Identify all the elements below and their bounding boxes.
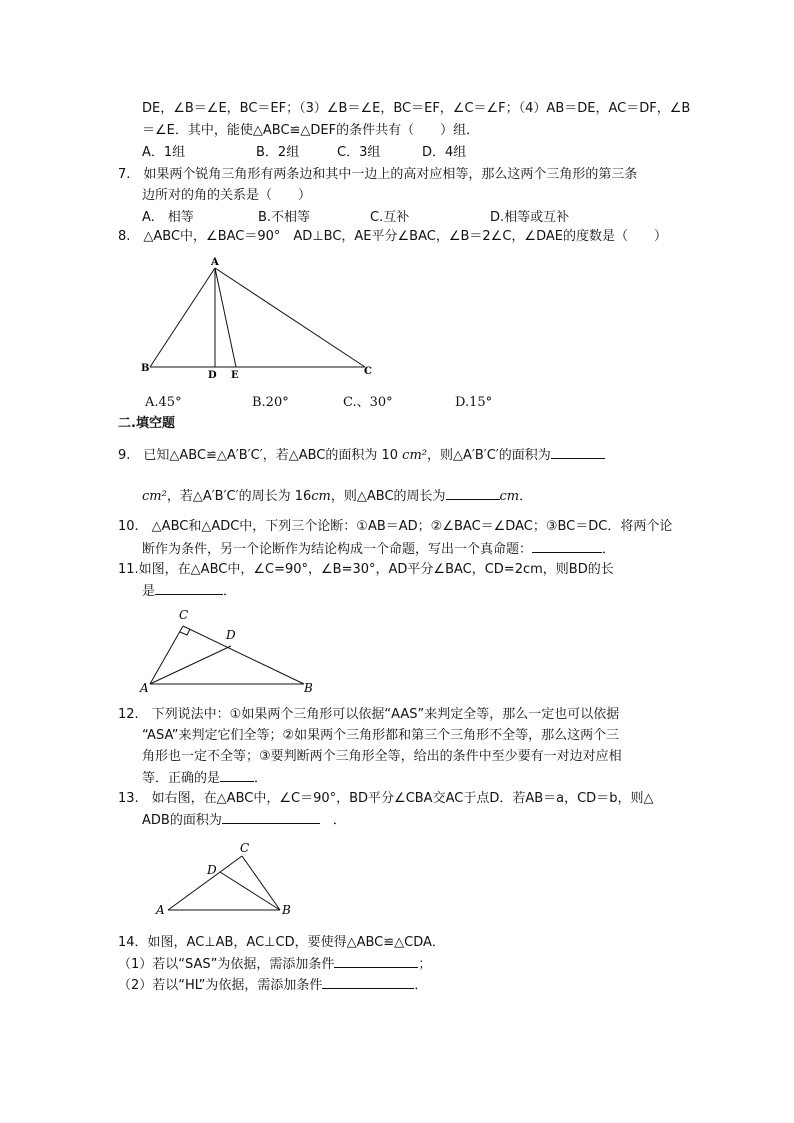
q8-text: 8. △ABC中，∠BAC＝90° AD⊥BC，AE平分∠BAC，∠B＝2∠C，∠DAE的度数是（ ） xyxy=(118,229,667,244)
q14-line1: 14．如图，AC⊥AB，AC⊥CD，要使得△ABC≌△CDA． xyxy=(118,935,445,950)
q8-option-a: A.45° xyxy=(145,395,182,410)
q8-label-e: E xyxy=(231,370,239,381)
q13-label-d: D xyxy=(207,863,217,877)
q14-sub1-text: （1）若以“SAS”为依据，需添加条件 xyxy=(118,957,335,972)
q9-unit-cm-2: cm xyxy=(499,489,520,504)
q11-line2 xyxy=(142,580,236,603)
q9-unit-cm2: cm² xyxy=(402,448,427,463)
q10-line2 xyxy=(142,538,615,561)
q12-blank[interactable] xyxy=(220,767,254,782)
q11-side-ca xyxy=(150,626,183,684)
q12-end: ． xyxy=(254,771,268,786)
q13-end: ． xyxy=(332,813,346,828)
q14-sub1 xyxy=(118,953,431,976)
q8-side-ab xyxy=(150,268,215,367)
q13-blank[interactable] xyxy=(222,809,320,824)
q11-blank[interactable] xyxy=(155,580,223,595)
q8-bisector-ae xyxy=(215,268,236,367)
q7-option-c: C.互补 xyxy=(370,210,410,225)
q13-line2 xyxy=(142,809,346,832)
q6-option-a: A．1组 xyxy=(142,145,186,160)
q12-line4 xyxy=(142,767,267,790)
q11-label-a: A xyxy=(140,681,149,695)
q9-text-c: ，若△A′B′C′的周长为 16 xyxy=(166,489,312,504)
q7-option-a: A. 相等 xyxy=(142,210,194,225)
q9-text-a: 9. 已知△ABC≌△A′B′C′，若△ABC的面积为 10 xyxy=(118,448,399,463)
q9-unit-cm: cm xyxy=(311,489,331,504)
q8-side-ac xyxy=(215,268,365,367)
q8-label-b: B xyxy=(141,363,150,374)
q9-blank-perimeter[interactable] xyxy=(446,485,500,500)
q7-line2: 边所对的角的关系是（ ） xyxy=(142,188,312,203)
q10-end: ． xyxy=(602,542,616,557)
q8-label-a: A xyxy=(211,257,219,268)
q10-blank[interactable] xyxy=(532,538,602,553)
q9-text-d: ，则△ABC的周长为 xyxy=(330,489,446,504)
q14-sub2 xyxy=(118,974,427,997)
q8-option-b: B.20° xyxy=(252,395,289,410)
q12-line3: 角形也一定不全等；③要判断两个三角形全等，给出的条件中至少要有一对边对应相 xyxy=(142,749,622,764)
q13-side-cb xyxy=(242,856,280,910)
q11-end: ． xyxy=(223,584,237,599)
q14-sub1-end: ； xyxy=(418,957,432,972)
q11-label-c: C xyxy=(179,608,189,622)
q9-line1 xyxy=(118,444,605,467)
q13-text: ADB的面积为 xyxy=(142,813,222,828)
q12-text: 等．正确的是 xyxy=(142,771,221,786)
q12-line1: 12. 下列说法中：①如果两个三角形可以依据“AAS”来判定全等，那么一定也可以依据 xyxy=(118,707,620,722)
q13-label-b: B xyxy=(282,903,291,917)
q11-bisector-ad xyxy=(150,646,231,684)
section-fill-in-title: 二.填空题 xyxy=(118,416,175,431)
q6-option-d: D．4组 xyxy=(422,145,467,160)
q6-line1: DE，∠B＝∠E，BC＝EF；（3）∠B＝∠E，BC＝EF，∠C＝∠F；（4）AB＝DE，AC＝DF，∠B xyxy=(142,101,691,116)
q7-option-d: D.相等或互补 xyxy=(490,210,570,225)
q8-triangle-figure xyxy=(135,252,385,382)
q14-sub2-text: （2）若以“HL”为依据，需添加条件 xyxy=(118,978,323,993)
q9-line2 xyxy=(142,485,532,508)
q13-label-c: C xyxy=(240,841,250,855)
q9-end: ． xyxy=(519,489,533,504)
q8-label-d: D xyxy=(208,370,217,381)
q10-text: 断作为条件，另一个论断作为结论构成一个命题，写出一个真命题： xyxy=(142,542,533,557)
q11-triangle-figure xyxy=(138,604,328,700)
q11-text: 是 xyxy=(142,584,156,599)
q13-line1: 13. 如右图，在△ABC中，∠C＝90°，BD平分∠CBA交AC于点D．若AB＝a，CD＝b，则△ xyxy=(118,791,654,806)
q6-option-b: B．2组 xyxy=(256,145,300,160)
q9-text-b: ，则△A′B′C′的面积为 xyxy=(427,448,551,463)
q11-line1: 11.如图，在△ABC中，∠C=90°，∠B=30°，AD平分∠BAC，CD=2cm，则BD的长 xyxy=(118,562,614,577)
q10-line1: 10. △ABC和△ADC中，下列三个论断：①AB＝AD；②∠BAC＝∠DAC；③BC＝DC．将两个论 xyxy=(118,519,673,534)
q9-blank-area[interactable] xyxy=(551,444,605,459)
q13-bisector-bd xyxy=(220,872,280,910)
q8-option-d: D.15° xyxy=(455,395,493,410)
q8-option-c: C.、30° xyxy=(343,395,393,410)
q13-side-ca xyxy=(168,856,242,910)
q9-unit-cm2-2: cm² xyxy=(142,489,167,504)
q14-blank-hl[interactable] xyxy=(322,974,414,989)
q11-label-b: B xyxy=(304,681,313,695)
q14-blank-sas[interactable] xyxy=(334,953,418,968)
q7-line1: 7. 如果两个锐角三角形有两条边和其中一边上的高对应相等，那么这两个三角形的第三条 xyxy=(118,167,638,182)
q13-label-a: A xyxy=(156,903,165,917)
q8-label-c: C xyxy=(364,366,372,377)
q11-right-angle-mark xyxy=(180,629,190,635)
q7-option-b: B.不相等 xyxy=(258,210,311,225)
q12-line2: “ASA”来判定它们全等；②如果两个三角形都和第三个三角形不全等，那么这两个三 xyxy=(142,728,620,743)
q13-triangle-figure xyxy=(150,836,310,922)
q6-option-c: C．3组 xyxy=(337,145,381,160)
q6-line2: ＝∠E．其中，能使△ABC≌△DEF的条件共有（ ）组． xyxy=(142,123,480,138)
q11-side-cb xyxy=(183,626,304,684)
q11-label-d: D xyxy=(226,628,236,642)
q14-sub2-end: ． xyxy=(414,978,428,993)
